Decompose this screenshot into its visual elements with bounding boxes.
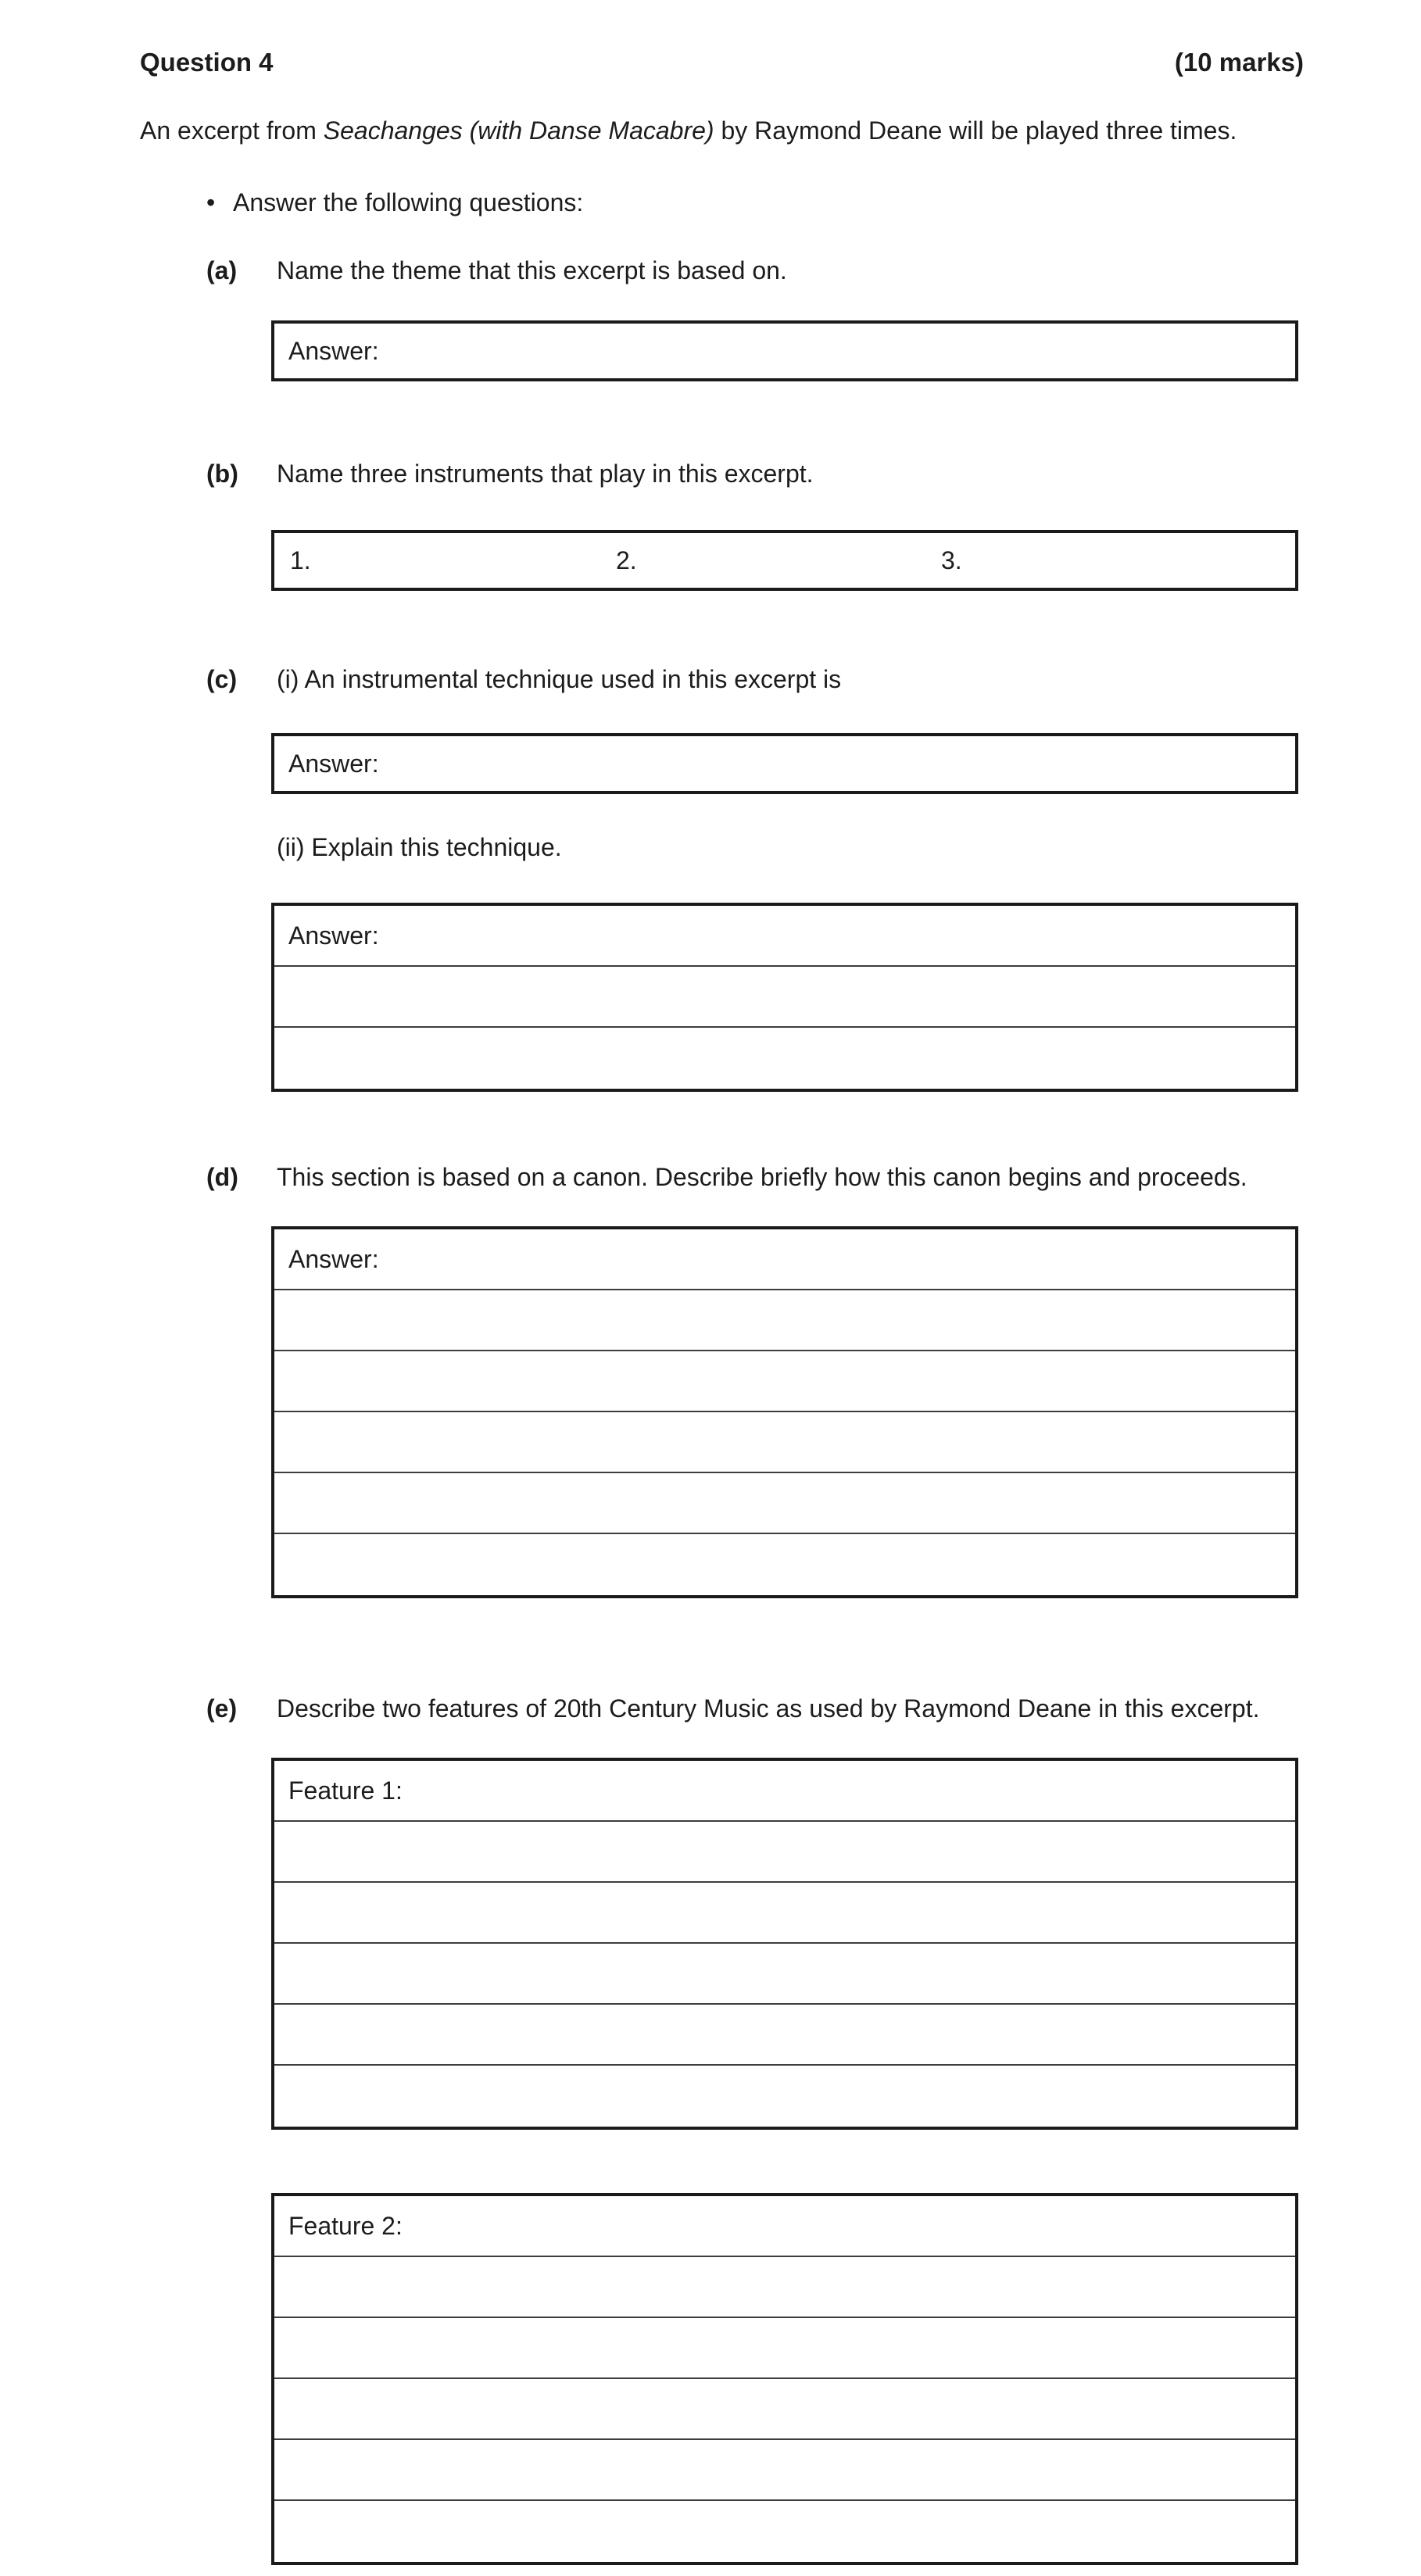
question-d [0, 1162, 1421, 1192]
answer-line[interactable] [274, 2379, 1295, 2440]
answer-line[interactable] [274, 2501, 1295, 2562]
intro-prefix: An excerpt from [140, 116, 324, 145]
instrument-1-label: 1. [290, 546, 311, 574]
instrument-field-3[interactable] [925, 533, 1295, 588]
question-b-text: Name three instruments that play in this excerpt. [277, 460, 814, 488]
answer-line[interactable] [274, 2318, 1295, 2379]
question-c-label: (c) [206, 665, 238, 693]
instrument-2-label: 2. [616, 546, 637, 574]
answer-label-c-i: Answer: [288, 749, 379, 778]
instruction-text: Answer the following questions: [233, 188, 584, 216]
question-d-text: This section is based on a canon. Describe briefly how this canon begins and proceeds. [277, 1163, 1247, 1191]
feature-1-box [271, 1758, 1298, 2130]
question-c-part-i-text: (i) An instrumental technique used in this excerpt is [277, 665, 842, 693]
answer-label-c-ii: Answer: [288, 921, 379, 950]
answer-box-d [271, 1226, 1298, 1598]
answer-box-c-i [271, 733, 1298, 794]
bullet-icon: • [206, 188, 216, 216]
answer-line[interactable] [274, 1351, 1295, 1412]
answer-line[interactable] [274, 1761, 1295, 1822]
instruction-bullet [0, 188, 1421, 217]
answer-line-c-i[interactable] [274, 736, 1295, 791]
answer-line[interactable] [274, 1534, 1295, 1595]
answer-line[interactable] [274, 2257, 1295, 2318]
instrument-field-1[interactable] [274, 533, 600, 588]
answer-line[interactable] [274, 1412, 1295, 1473]
question-a [0, 256, 1421, 285]
answer-line[interactable] [274, 967, 1295, 1028]
answer-line-a[interactable] [274, 324, 1295, 378]
answer-line[interactable] [274, 2005, 1295, 2066]
question-e-text: Describe two features of 20th Century Music as used by Raymond Deane in this excerpt. [277, 1694, 1260, 1723]
answer-label-d: Answer: [288, 1244, 379, 1273]
instrument-field-2[interactable] [600, 533, 925, 588]
instrument-3-label: 3. [941, 546, 962, 574]
answer-line[interactable] [274, 2066, 1295, 2127]
answer-line[interactable] [274, 906, 1295, 967]
answer-line[interactable] [274, 2440, 1295, 2501]
feature-1-label: Feature 1: [288, 1776, 403, 1805]
answer-line[interactable] [274, 1028, 1295, 1089]
question-header [140, 47, 1304, 78]
answer-label-a: Answer: [288, 336, 379, 365]
question-c-part-ii [0, 832, 1421, 862]
question-a-text: Name the theme that this excerpt is based on. [277, 256, 787, 284]
feature-2-box [271, 2193, 1298, 2565]
question-b [0, 459, 1421, 488]
answer-line[interactable] [274, 1290, 1295, 1351]
answer-line[interactable] [274, 2196, 1295, 2257]
marks-label: (10 marks) [1174, 48, 1304, 77]
page-title: Question 4 [140, 48, 274, 77]
answer-line[interactable] [274, 1473, 1295, 1534]
question-c-part-ii-text: (ii) Explain this technique. [277, 833, 562, 861]
answer-line[interactable] [274, 1229, 1295, 1290]
question-b-label: (b) [206, 460, 238, 488]
question-c [0, 664, 1421, 694]
answer-line[interactable] [274, 1944, 1295, 2005]
instrument-columns [274, 533, 1295, 588]
answer-line[interactable] [274, 1822, 1295, 1883]
question-d-label: (d) [206, 1163, 238, 1191]
question-a-label: (a) [206, 256, 238, 284]
answer-line[interactable] [274, 1883, 1295, 1944]
feature-2-label: Feature 2: [288, 2211, 403, 2240]
answer-box-c-ii [271, 903, 1298, 1092]
answer-box-b [271, 530, 1298, 591]
question-e [0, 1694, 1421, 1723]
intro-suffix: by Raymond Deane will be played three times. [714, 116, 1237, 145]
answer-box-a [271, 320, 1298, 381]
question-e-label: (e) [206, 1694, 238, 1723]
work-title: Seachanges (with Danse Macabre) [323, 116, 714, 145]
intro-paragraph [140, 116, 1304, 145]
